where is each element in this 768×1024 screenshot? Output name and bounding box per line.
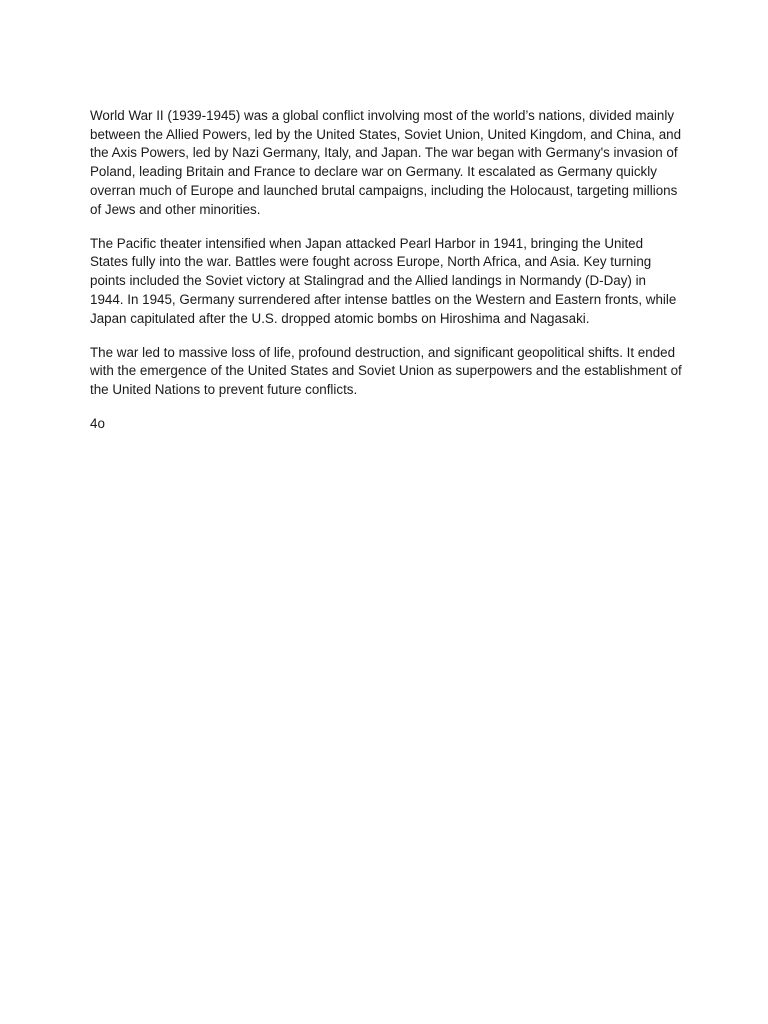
paragraph-pacific-theater: The Pacific theater intensified when Japan attacked Pearl Harbor in 1941, bringing the United States fully into the war. Battles were fought across Europe, North Africa, and Asia. Key turning points included the Soviet victory at Stalingrad and the Allied landings in Normandy (D-Day) in 1944. In 1945, Germany surrendered after intense battles on the Western and Eastern fronts, while Japan capitulated after the U.S. dropped atomic bombs on Hiroshima and Nagasaki.: [90, 235, 677, 326]
document-body: [90, 107, 682, 450]
paragraph-aftermath: The war led to massive loss of life, profound destruction, and significant geopolitical shifts. It ended with the emergence of the United States and Soviet Union as superpowers and the establishment of the United Nations to prevent future conflicts.: [90, 344, 682, 398]
model-label: 4o: [90, 416, 105, 432]
paragraph-overview: World War II (1939-1945) was a global conflict involving most of the world’s nations, divided mainly between the Allied Powers, led by the United States, Soviet Union, United Kingdom, and China, and the Axis Powers, led by Nazi Germany, Italy, and Japan. The war began with Germany's invasion of Poland, leading Britain and France to declare war on Germany. It escalated as Germany quickly overran much of Europe and launched brutal campaigns, including the Holocaust, targeting millions of Jews and other minorities.: [90, 108, 682, 217]
